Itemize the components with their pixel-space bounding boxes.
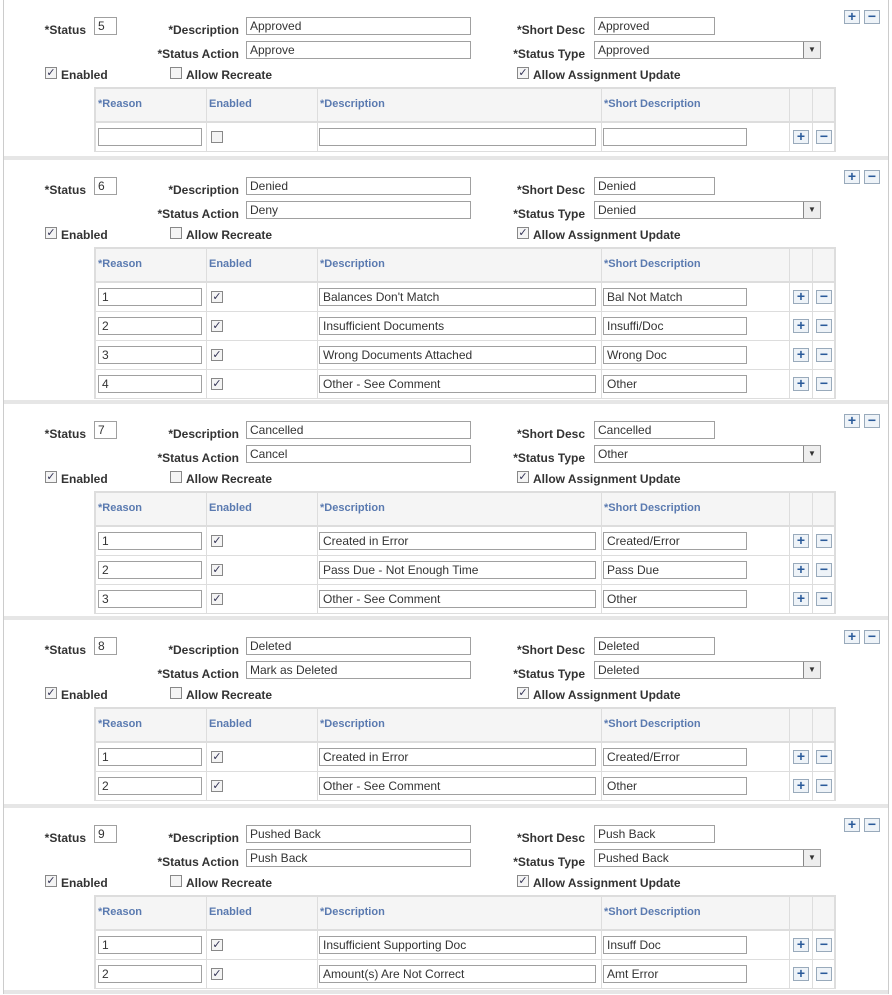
status-type-label: *Status Type <box>513 451 585 465</box>
add-row-button[interactable]: + <box>793 348 809 362</box>
reason-input[interactable]: 1 <box>98 748 202 766</box>
reason-description-input[interactable]: Wrong Documents Attached <box>319 346 596 364</box>
add-status-button[interactable]: + <box>844 10 860 24</box>
allow-assignment-update-checkbox[interactable] <box>517 67 529 79</box>
reason-input[interactable]: 2 <box>98 777 202 795</box>
enabled-checkbox[interactable] <box>45 875 57 887</box>
status-type-value: Approved <box>598 43 650 57</box>
remove-row-button[interactable]: − <box>816 779 832 793</box>
reasons-grid <box>94 87 836 152</box>
reason-input[interactable]: 4 <box>98 375 202 393</box>
reason-short-description-input[interactable]: Other <box>603 590 747 608</box>
status-type-value: Deleted <box>598 663 640 677</box>
header-enabled: Enabled <box>207 897 318 929</box>
allow-assignment-update-checkbox[interactable] <box>517 875 529 887</box>
remove-status-button[interactable]: − <box>864 10 880 24</box>
table-row <box>96 960 834 989</box>
reason-description-input[interactable]: Created in Error <box>319 748 596 766</box>
header-add <box>790 493 813 525</box>
check-icon: ✓ <box>212 593 222 605</box>
table-row <box>96 312 834 341</box>
check-icon: ✓ <box>46 687 56 699</box>
check-icon: ✓ <box>46 67 56 79</box>
check-icon: ✓ <box>212 291 222 303</box>
grid-header <box>96 897 834 931</box>
add-row-button[interactable]: + <box>793 290 809 304</box>
reasons-grid <box>94 491 836 614</box>
reason-input[interactable]: 1 <box>98 936 202 954</box>
grid-header <box>96 493 834 527</box>
status-type-select[interactable] <box>594 445 821 463</box>
header-description: *Description <box>318 89 602 121</box>
status-action-label: *Status Action <box>157 667 239 681</box>
short-desc-label: *Short Desc <box>516 427 585 441</box>
reasons-grid <box>94 895 836 989</box>
status-action-input[interactable]: Mark as Deleted <box>246 661 471 679</box>
check-icon: ✓ <box>518 875 528 887</box>
reason-enabled-checkbox[interactable] <box>211 291 223 303</box>
allow-assignment-update-checkbox[interactable] <box>517 227 529 239</box>
check-icon: ✓ <box>212 780 222 792</box>
remove-status-button[interactable]: − <box>864 170 880 184</box>
add-status-button[interactable]: + <box>844 414 860 428</box>
allow-recreate-label: Allow Recreate <box>186 688 273 702</box>
enabled-checkbox[interactable] <box>45 687 57 699</box>
header-description: *Description <box>318 897 602 929</box>
add-row-button[interactable]: + <box>793 377 809 391</box>
status-block <box>4 808 888 994</box>
short-desc-input[interactable]: Push Back <box>594 825 715 843</box>
reason-enabled-checkbox[interactable] <box>211 378 223 390</box>
allow-recreate-checkbox[interactable] <box>170 471 182 483</box>
remove-row-button[interactable]: − <box>816 563 832 577</box>
remove-status-button[interactable]: − <box>864 818 880 832</box>
header-description: *Description <box>318 249 602 281</box>
short-desc-label: *Short Desc <box>516 831 585 845</box>
status-label: *Status <box>44 23 86 37</box>
table-row <box>96 743 834 772</box>
reason-short-description-input[interactable]: Created/Error <box>603 748 747 766</box>
reason-enabled-checkbox[interactable] <box>211 780 223 792</box>
grid-header <box>96 709 834 743</box>
table-row <box>96 931 834 960</box>
remove-row-button[interactable]: − <box>816 377 832 391</box>
reason-enabled-checkbox[interactable] <box>211 564 223 576</box>
reason-short-description-input[interactable] <box>603 128 747 146</box>
reason-description-input[interactable]: Other - See Comment <box>319 375 596 393</box>
status-type-label: *Status Type <box>513 855 585 869</box>
status-label: *Status <box>44 643 86 657</box>
status-input[interactable]: 6 <box>94 177 117 195</box>
short-desc-label: *Short Desc <box>516 23 585 37</box>
description-input[interactable]: Approved <box>246 17 471 35</box>
enabled-label: Enabled <box>61 688 108 702</box>
add-status-button[interactable]: + <box>844 170 860 184</box>
remove-row-button[interactable]: − <box>816 130 832 144</box>
add-row-button[interactable]: + <box>793 779 809 793</box>
header-add <box>790 897 813 929</box>
check-icon: ✓ <box>212 349 222 361</box>
status-action-label: *Status Action <box>157 47 239 61</box>
allow-recreate-label: Allow Recreate <box>186 68 273 82</box>
remove-status-button[interactable]: − <box>864 414 880 428</box>
status-block <box>4 160 888 404</box>
add-row-button[interactable]: + <box>793 319 809 333</box>
status-type-select[interactable] <box>594 41 821 59</box>
reasons-grid <box>94 247 836 399</box>
allow-recreate-checkbox[interactable] <box>170 67 182 79</box>
table-row <box>96 772 834 801</box>
short-desc-label: *Short Desc <box>516 643 585 657</box>
reason-input[interactable] <box>98 128 202 146</box>
description-input[interactable]: Denied <box>246 177 471 195</box>
reason-description-input[interactable]: Amount(s) Are Not Correct <box>319 965 596 983</box>
enabled-label: Enabled <box>61 472 108 486</box>
header-enabled: Enabled <box>207 249 318 281</box>
grid-header <box>96 89 834 123</box>
add-row-button[interactable]: + <box>793 563 809 577</box>
reason-short-description-input[interactable]: Other <box>603 777 747 795</box>
check-icon: ✓ <box>46 471 56 483</box>
chevron-down-icon[interactable]: ▼ <box>803 850 820 866</box>
check-icon: ✓ <box>212 320 222 332</box>
short-desc-input[interactable]: Approved <box>594 17 715 35</box>
check-icon: ✓ <box>212 378 222 390</box>
status-label: *Status <box>44 427 86 441</box>
header-reason: *Reason <box>96 493 207 525</box>
allow-assignment-update-label: Allow Assignment Update <box>533 876 681 890</box>
remove-row-button[interactable]: − <box>816 967 832 981</box>
header-add <box>790 89 813 121</box>
reason-enabled-checkbox[interactable] <box>211 131 223 143</box>
allow-recreate-checkbox[interactable] <box>170 227 182 239</box>
check-icon: ✓ <box>212 564 222 576</box>
reason-short-description-input[interactable]: Bal Not Match <box>603 288 747 306</box>
reason-enabled-checkbox[interactable] <box>211 593 223 605</box>
reason-enabled-checkbox[interactable] <box>211 349 223 361</box>
header-enabled: Enabled <box>207 89 318 121</box>
status-action-label: *Status Action <box>157 207 239 221</box>
header-add <box>790 709 813 741</box>
header-description: *Description <box>318 493 602 525</box>
status-action-label: *Status Action <box>157 855 239 869</box>
check-icon: ✓ <box>212 535 222 547</box>
add-row-button[interactable]: + <box>793 534 809 548</box>
description-input[interactable]: Deleted <box>246 637 471 655</box>
status-type-select[interactable] <box>594 849 821 867</box>
description-label: *Description <box>168 831 239 845</box>
status-action-input[interactable]: Deny <box>246 201 471 219</box>
status-type-value: Pushed Back <box>598 851 669 865</box>
status-block <box>4 404 888 620</box>
header-reason: *Reason <box>96 897 207 929</box>
table-row <box>96 123 834 152</box>
reason-description-input[interactable]: Balances Don't Match <box>319 288 596 306</box>
reason-input[interactable]: 2 <box>98 965 202 983</box>
reason-enabled-checkbox[interactable] <box>211 939 223 951</box>
reason-short-description-input[interactable]: Wrong Doc <box>603 346 747 364</box>
description-label: *Description <box>168 643 239 657</box>
remove-status-button[interactable]: − <box>864 630 880 644</box>
reason-description-input[interactable]: Other - See Comment <box>319 777 596 795</box>
grid-header <box>96 249 834 283</box>
description-input[interactable]: Cancelled <box>246 421 471 439</box>
short-desc-input[interactable]: Deleted <box>594 637 715 655</box>
status-block <box>4 620 888 808</box>
status-input[interactable]: 5 <box>94 17 117 35</box>
short-desc-input[interactable]: Cancelled <box>594 421 715 439</box>
status-input[interactable]: 8 <box>94 637 117 655</box>
short-desc-label: *Short Desc <box>516 183 585 197</box>
header-add <box>790 249 813 281</box>
enabled-checkbox[interactable] <box>45 471 57 483</box>
status-action-input[interactable]: Cancel <box>246 445 471 463</box>
reason-description-input[interactable]: Insufficient Documents <box>319 317 596 335</box>
add-status-button[interactable]: + <box>844 630 860 644</box>
reason-input[interactable]: 1 <box>98 288 202 306</box>
status-type-select[interactable] <box>594 661 821 679</box>
table-row <box>96 341 834 370</box>
check-icon: ✓ <box>518 687 528 699</box>
chevron-down-icon[interactable]: ▼ <box>803 662 820 678</box>
header-short-description: *Short Description <box>602 89 790 121</box>
allow-assignment-update-label: Allow Assignment Update <box>533 228 681 242</box>
check-icon: ✓ <box>518 471 528 483</box>
check-icon: ✓ <box>46 227 56 239</box>
reason-enabled-checkbox[interactable] <box>211 751 223 763</box>
add-status-button[interactable]: + <box>844 818 860 832</box>
reason-input[interactable]: 2 <box>98 561 202 579</box>
allow-assignment-update-label: Allow Assignment Update <box>533 472 681 486</box>
reason-input[interactable]: 3 <box>98 346 202 364</box>
reason-description-input[interactable]: Other - See Comment <box>319 590 596 608</box>
allow-recreate-checkbox[interactable] <box>170 687 182 699</box>
status-action-input[interactable]: Approve <box>246 41 471 59</box>
table-row <box>96 527 834 556</box>
remove-row-button[interactable]: − <box>816 319 832 333</box>
reason-short-description-input[interactable]: Insuffi/Doc <box>603 317 747 335</box>
status-label: *Status <box>44 831 86 845</box>
allow-recreate-label: Allow Recreate <box>186 876 273 890</box>
add-row-button[interactable]: + <box>793 592 809 606</box>
enabled-label: Enabled <box>61 68 108 82</box>
status-type-value: Denied <box>598 203 637 217</box>
status-type-value: Other <box>598 447 629 461</box>
reason-short-description-input[interactable]: Other <box>603 375 747 393</box>
reason-description-input[interactable]: Insufficient Supporting Doc <box>319 936 596 954</box>
allow-assignment-update-label: Allow Assignment Update <box>533 68 681 82</box>
status-input[interactable]: 7 <box>94 421 117 439</box>
reason-enabled-checkbox[interactable] <box>211 968 223 980</box>
check-icon: ✓ <box>518 227 528 239</box>
remove-row-button[interactable]: − <box>816 290 832 304</box>
remove-row-button[interactable]: − <box>816 348 832 362</box>
reason-short-description-input[interactable]: Created/Error <box>603 532 747 550</box>
add-row-button[interactable]: + <box>793 967 809 981</box>
reason-input[interactable]: 2 <box>98 317 202 335</box>
check-icon: ✓ <box>212 968 222 980</box>
table-row <box>96 370 834 399</box>
allow-assignment-update-checkbox[interactable] <box>517 471 529 483</box>
allow-assignment-update-label: Allow Assignment Update <box>533 688 681 702</box>
short-desc-input[interactable]: Denied <box>594 177 715 195</box>
reason-input[interactable]: 1 <box>98 532 202 550</box>
reason-enabled-checkbox[interactable] <box>211 535 223 547</box>
reason-short-description-input[interactable]: Pass Due <box>603 561 747 579</box>
enabled-label: Enabled <box>61 228 108 242</box>
header-enabled: Enabled <box>207 493 318 525</box>
description-label: *Description <box>168 183 239 197</box>
remove-row-button[interactable]: − <box>816 938 832 952</box>
enabled-checkbox[interactable] <box>45 67 57 79</box>
enabled-label: Enabled <box>61 876 108 890</box>
chevron-down-icon[interactable]: ▼ <box>803 446 820 462</box>
enabled-checkbox[interactable] <box>45 227 57 239</box>
allow-recreate-label: Allow Recreate <box>186 472 273 486</box>
description-label: *Description <box>168 23 239 37</box>
description-label: *Description <box>168 427 239 441</box>
reason-description-input[interactable] <box>319 128 596 146</box>
status-input[interactable]: 9 <box>94 825 117 843</box>
check-icon: ✓ <box>212 751 222 763</box>
status-type-label: *Status Type <box>513 667 585 681</box>
table-row <box>96 283 834 312</box>
add-row-button[interactable]: + <box>793 750 809 764</box>
chevron-down-icon[interactable]: ▼ <box>803 42 820 58</box>
check-icon: ✓ <box>212 939 222 951</box>
table-row <box>96 585 834 614</box>
status-action-label: *Status Action <box>157 451 239 465</box>
table-row <box>96 556 834 585</box>
header-reason: *Reason <box>96 89 207 121</box>
status-type-label: *Status Type <box>513 47 585 61</box>
reasons-grid <box>94 707 836 801</box>
status-label: *Status <box>44 183 86 197</box>
remove-row-button[interactable]: − <box>816 534 832 548</box>
header-short-description: *Short Description <box>602 897 790 929</box>
header-reason: *Reason <box>96 249 207 281</box>
status-block <box>4 0 888 160</box>
header-description: *Description <box>318 709 602 741</box>
status-type-label: *Status Type <box>513 207 585 221</box>
description-input[interactable]: Pushed Back <box>246 825 471 843</box>
header-reason: *Reason <box>96 709 207 741</box>
reason-description-input[interactable]: Pass Due - Not Enough Time <box>319 561 596 579</box>
chevron-down-icon[interactable]: ▼ <box>803 202 820 218</box>
remove-row-button[interactable]: − <box>816 592 832 606</box>
add-row-button[interactable]: + <box>793 938 809 952</box>
reason-enabled-checkbox[interactable] <box>211 320 223 332</box>
header-short-description: *Short Description <box>602 249 790 281</box>
allow-recreate-checkbox[interactable] <box>170 875 182 887</box>
reason-description-input[interactable]: Created in Error <box>319 532 596 550</box>
check-icon: ✓ <box>46 875 56 887</box>
status-action-input[interactable]: Push Back <box>246 849 471 867</box>
header-enabled: Enabled <box>207 709 318 741</box>
allow-recreate-label: Allow Recreate <box>186 228 273 242</box>
reason-short-description-input[interactable]: Amt Error <box>603 965 747 983</box>
reason-short-description-input[interactable]: Insuff Doc <box>603 936 747 954</box>
reason-input[interactable]: 3 <box>98 590 202 608</box>
allow-assignment-update-checkbox[interactable] <box>517 687 529 699</box>
header-short-description: *Short Description <box>602 493 790 525</box>
status-list <box>3 0 889 994</box>
status-type-select[interactable] <box>594 201 821 219</box>
remove-row-button[interactable]: − <box>816 750 832 764</box>
check-icon: ✓ <box>518 67 528 79</box>
header-short-description: *Short Description <box>602 709 790 741</box>
add-row-button[interactable]: + <box>793 130 809 144</box>
